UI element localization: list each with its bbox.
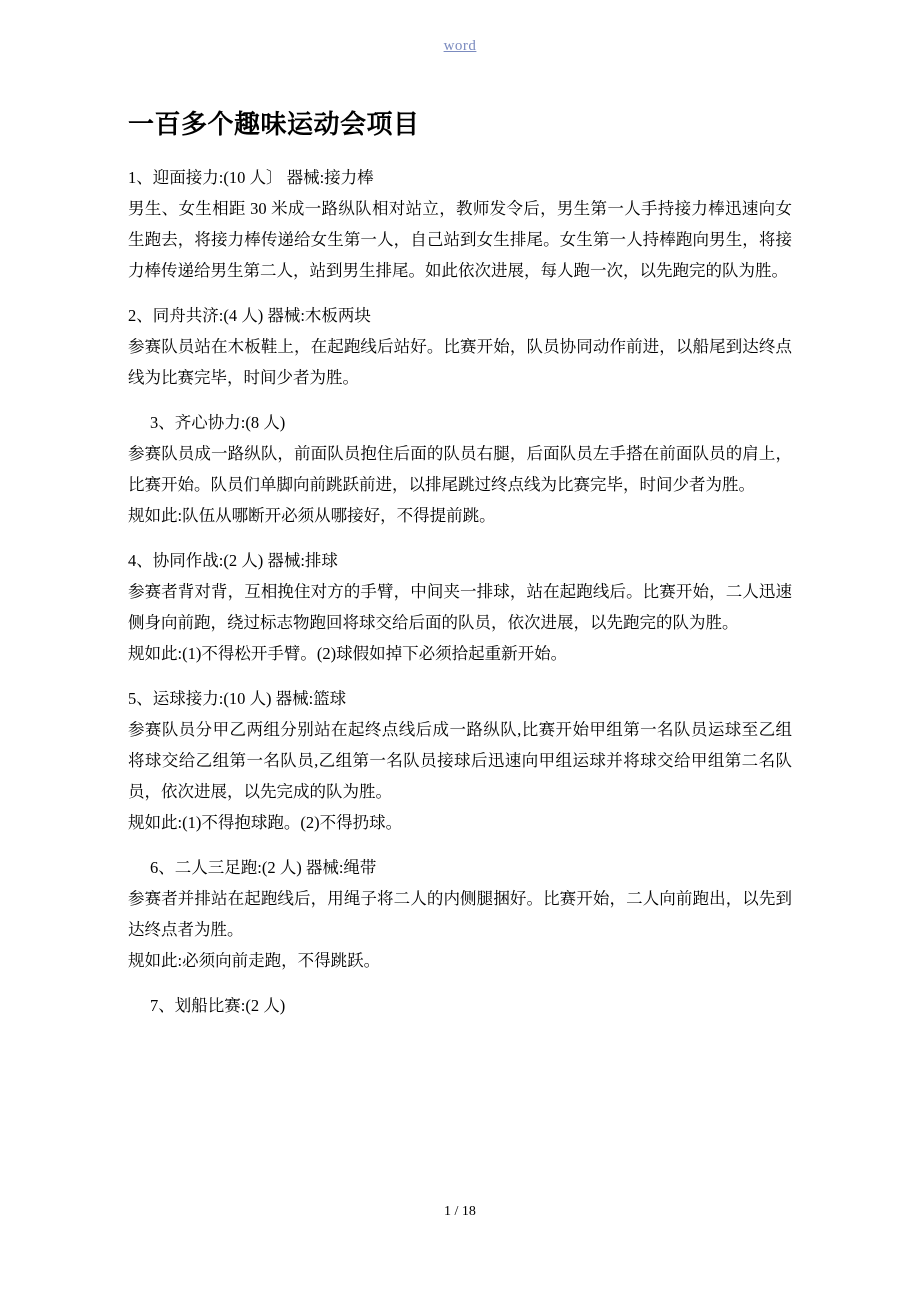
list-item: [128, 301, 792, 393]
list-item: [128, 991, 792, 1021]
item-heading: 2、同舟共济:(4 人) 器械:木板两块: [128, 306, 371, 325]
item-body: 参赛队员分甲乙两组分别站在起终点线后成一路纵队,比赛开始甲组第一名队员运球至乙组将球交给乙组第一名队员,乙组第一名队员接球后迅速向甲组运球并将球交给甲组第二名队员，依次进展，以先完成的队为胜。: [128, 720, 792, 801]
item-body: 男生、女生相距 30 米成一路纵队相对站立，教师发令后，男生第一人手持接力棒迅速向女生跑去，将接力棒传递给女生第一人，自己站到女生排尾。女生第一人持棒跑向男生，将接力棒传递给男生第二人，站到男生排尾。如此依次进展，每人跑一次，以先跑完的队为胜。: [128, 199, 792, 280]
item-rule: 规如此:队伍从哪断开必须从哪接好，不得提前跳。: [128, 506, 496, 525]
item-body: 参赛队员站在木板鞋上，在起跑线后站好。比赛开始，队员协同动作前进，以船尾到达终点线为比赛完毕，时间少者为胜。: [128, 337, 792, 387]
item-heading: 1、迎面接力:(10 人〕 器械:接力棒: [128, 168, 374, 187]
item-heading: 4、协同作战:(2 人) 器械:排球: [128, 551, 338, 570]
list-item: [128, 408, 792, 531]
page-title: 一百多个趣味运动会项目: [128, 110, 420, 139]
watermark-text: word: [443, 38, 477, 54]
item-heading: 6、二人三足跑:(2 人) 器械:绳带: [150, 858, 377, 877]
list-item: [128, 853, 792, 976]
item-rule: 规如此:必须向前走跑，不得跳跃。: [128, 951, 381, 970]
item-heading: 5、运球接力:(10 人) 器械:篮球: [128, 689, 347, 708]
item-heading: 3、齐心协力:(8 人): [150, 413, 286, 432]
item-rule: 规如此:(1)不得松开手臂。(2)球假如掉下必须拾起重新开始。: [128, 644, 568, 663]
item-body: 参赛者并排站在起跑线后，用绳子将二人的内侧腿捆好。比赛开始，二人向前跑出，以先到达终点者为胜。: [128, 889, 792, 939]
item-body: 参赛者背对背，互相挽住对方的手臂，中间夹一排球，站在起跑线后。比赛开始，二人迅速侧身向前跑，绕过标志物跑回将球交给后面的队员，依次进展，以先跑完的队为胜。: [128, 582, 792, 632]
item-heading: 7、划船比赛:(2 人): [150, 996, 286, 1015]
document-content: [128, 141, 792, 1021]
item-rule: 规如此:(1)不得抱球跑。(2)不得扔球。: [128, 813, 403, 832]
item-body: 参赛队员成一路纵队，前面队员抱住后面的队员右腿，后面队员左手搭在前面队员的肩上，比赛开始。队员们单脚向前跳跃前进，以排尾跳过终点线为比赛完毕，时间少者为胜。: [128, 444, 792, 494]
list-item: [128, 684, 792, 838]
list-item: [128, 546, 792, 669]
page-number: 1 / 18: [444, 1204, 476, 1219]
list-item: [128, 163, 792, 286]
